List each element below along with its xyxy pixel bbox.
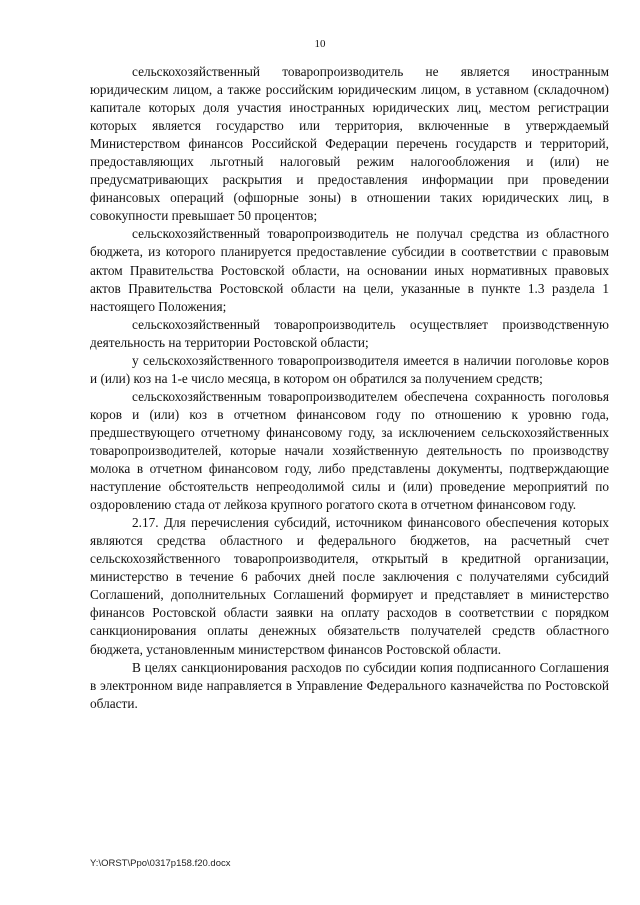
paragraph-section-2-17: 2.17. Для перечисления субсидий, источником финансового обеспечения которых являются средства областного и федерального бюджетов, на расчетный счет сельскохозяйственного товаропроизводителя, открытый в кредитной организации, министерство в течение 6 рабочих дней после заключения с получателями субсидий Соглашений, дополнительных Соглашений формирует и представляет в министерство финансов Ростовской области заявки на оплату расходов в соответствии с порядком санкционирования оплаты денежных обязательств получателей средств областного бюджета, установленным министерством финансов Ростовской области. — [90, 515, 609, 657]
paragraph-no-prior-funds-condition: сельскохозяйственный товаропроизводитель не получал средства из областного бюджета, из которого планируется предоставление субсидии в соответствии с правовым актом Правительства Ростовской области, на основании иных нормативных правовых актов Правительства Ростовской области на цели, указанные в пункте 1.3 раздела 1 настоящего Положения; — [90, 226, 609, 314]
paragraph-livestock-availability-condition: у сельскохозяйственного товаропроизводителя имеется в наличии поголовье коров и (или) коз на 1-е число месяца, в котором он обратился за получением средств; — [90, 352, 609, 386]
page-number: 10 — [314, 38, 326, 50]
paragraph-treasury-submission: В целях санкционирования расходов по субсидии копия подписанного Соглашения в электронном виде направляется в Управление Федерального казначейства по Ростовской области. — [90, 659, 609, 711]
document-body — [90, 63, 609, 713]
paragraph-regional-activity-condition: сельскохозяйственный товаропроизводитель осуществляет производственную деятельность на территории Ростовской области; — [90, 316, 609, 350]
paragraph-foreign-entity-condition: сельскохозяйственный товаропроизводитель не является иностранным юридическим лицом, а также российским юридическим лицом, в уставном (складочном) капитале которых доля участия иностранных юридических лиц, местом регистрации которых является государство или территория, включенные в утверждаемый Министерством финансов Российской Федерации перечень государств и территорий, предоставляющих льготный налоговый режим налогообложения и (или) не предусматривающих раскрытия и предоставления информации при проведении финансовых операций (офшорные зоны) в отношении таких юридических лиц, в совокупности превышает 50 процентов; — [90, 64, 609, 224]
paragraph-livestock-preservation-condition: сельскохозяйственным товаропроизводителем обеспечена сохранность поголовья коров и (или) коз в отчетном финансовом году по отношению к уровню года, предшествующего отчетному финансовому году, за исключением сельскохозяйственных товаропроизводителей, которые начали хозяйственную деятельность по производству молока в отчетном финансовом году, либо представлены документы, подтверждающие наступление обстоятельств непреодолимой силы и (или) проведение мероприятий по оздоровлению стада от лейкоза крупного рогатого скота в отчетном финансовом году. — [90, 388, 609, 513]
footer-file-path: Y:\ORST\Ppo\0317p158.f20.docx — [90, 858, 231, 869]
